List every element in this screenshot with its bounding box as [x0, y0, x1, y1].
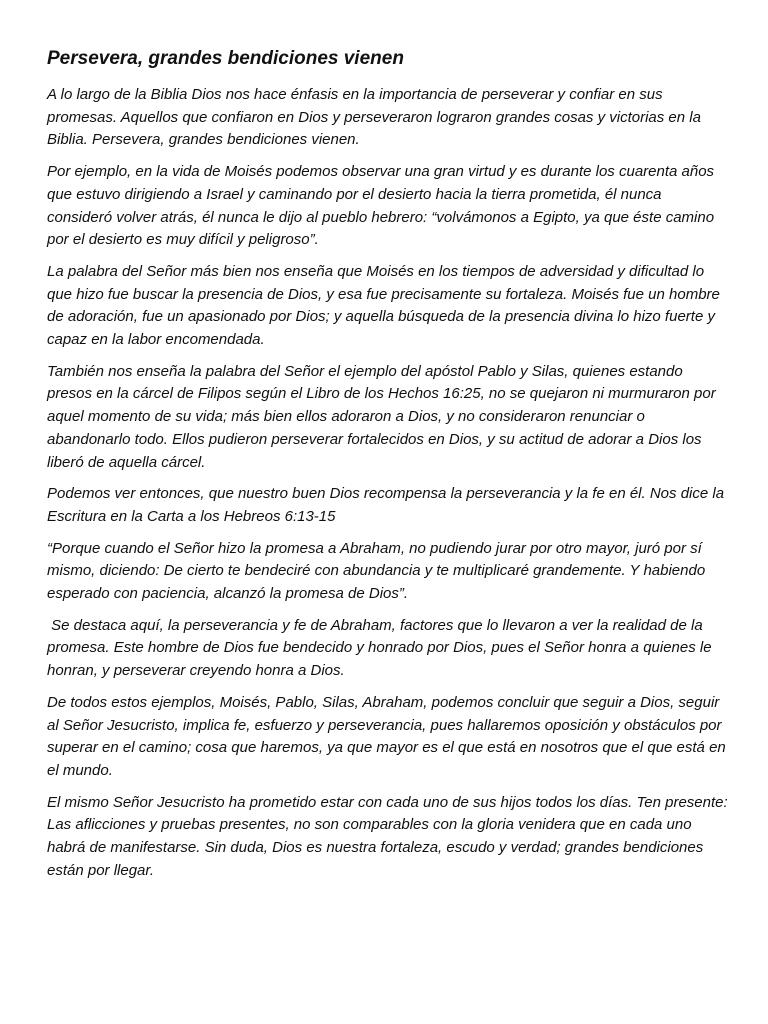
paragraph-1: A lo largo de la Biblia Dios nos hace énfasis en la importancia de perseverar y confiar en sus promesas. Aquellos que confiaron en Dios y perseveraron lograron grandes cosas y victorias en la Biblia. Persevera, grandes bendiciones vienen. [47, 86, 706, 149]
paragraph-4: También nos enseña la palabra del Señor el ejemplo del apóstol Pablo y Silas, quienes estando presos en la cárcel de Filipos según el Libro de los Hechos 16:25, no se quejaron ni murmuraron por aquel momento de su vida; más bien ellos adoraron a Dios, y no consideraron renunciar o abandonarlo todo. Ellos pudieron perseverar fortalecidos en Dios, y su actitud de adorar a Dios los liberó de aquella cárcel. [47, 362, 720, 471]
paragraph-7: Se destaca aquí, la perseverancia y fe de Abraham, factores que lo llevaron a ver la realidad de la promesa. Este hombre de Dios fue bendecido y honrado por Dios, pues el Señor honra a quienes le honran, y perseverar creyendo honra a Dios. [47, 616, 716, 680]
paragraph-9: El mismo Señor Jesucristo ha prometido estar con cada uno de sus hijos todos los días. Ten presente: Las aflicciones y pruebas presentes, no son comparables con la gloria venidera que en cada uno habrá de manifestarse. Sin duda, Dios es nuestra fortaleza, escudo y verdad; grandes bendiciones están por llegar. [47, 793, 732, 879]
document-title: Persevera, grandes bendiciones vienen [47, 48, 404, 69]
paragraph-8: De todos estos ejemplos, Moisés, Pablo, Silas, Abraham, podemos concluir que seguir a Dios, seguir al Señor Jesucristo, implica fe, esfuerzo y perseverancia, pues hallaremos oposición y obstáculos por superar en el camino; cosa que haremos, ya que mayor es el que está en nosotros que el que está en el mundo. [47, 693, 730, 779]
paragraph-2: Por ejemplo, en la vida de Moisés podemos observar una gran virtud y es durante los cuarenta años que estuvo dirigiendo a Israel y caminando por el desierto hacia la tierra prometida, él nunca consideró volver atrás, él nunca le dijo al pueblo hebrero: “volvámonos a Egipto, ya que éste camino por el desierto es muy difícil y peligroso”. [47, 163, 719, 249]
document-body [47, 84, 732, 883]
paragraph-3: La palabra del Señor más bien nos enseña que Moisés en los tiempos de adversidad y dificultad lo que hizo fue buscar la presencia de Dios, y esa fue precisamente su fortaleza. Moisés fue un hombre de adoración, fue un apasionado por Dios; y aquella búsqueda de la presencia divina lo hizo fuerte y capaz en la labor encomendada. [47, 262, 725, 349]
paragraph-quote: “Porque cuando el Señor hizo la promesa a Abraham, no pudiendo jurar por otro mayor, juró por sí mismo, diciendo: De cierto te bendeciré con abundancia y te multiplicaré grandemente. Y habiendo esperado con paciencia, alcanzó la promesa de Dios”. [47, 539, 710, 603]
paragraph-5: Podemos ver entonces, que nuestro buen Dios recompensa la perseverancia y la fe en él. Nos dice la Escritura en la Carta a los Hebreos 6:13-15 [47, 485, 729, 525]
